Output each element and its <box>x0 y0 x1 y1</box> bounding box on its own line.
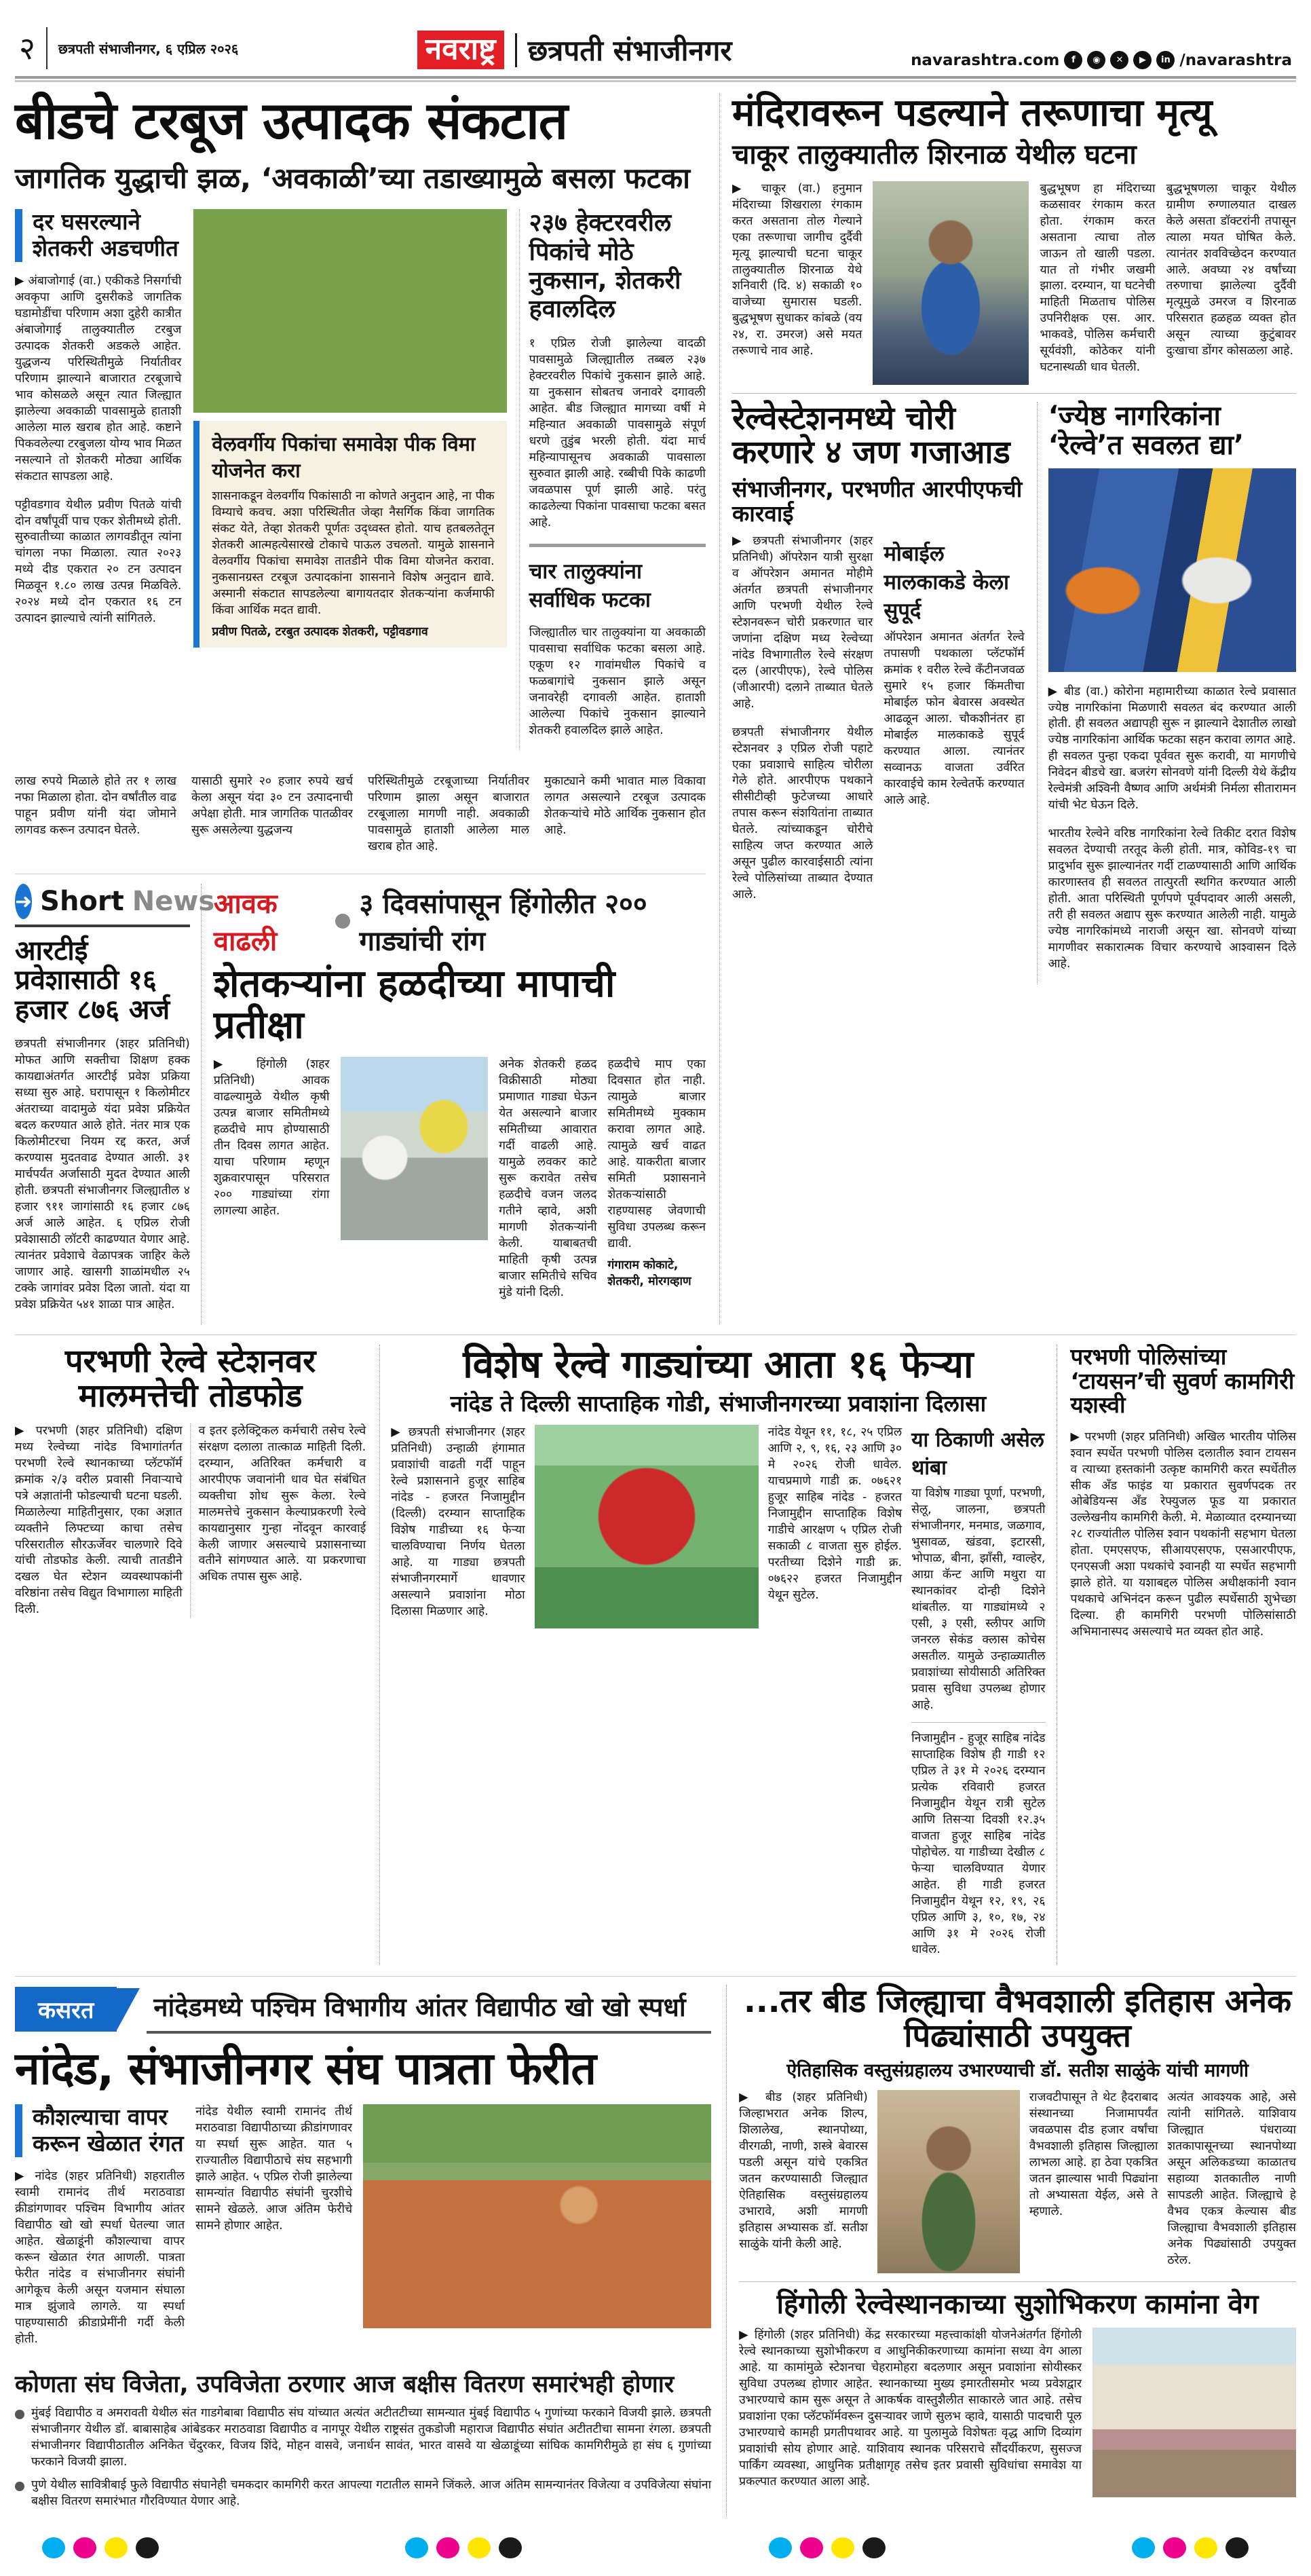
quote-byline: गंगाराम कोकाटे, शेतकरी, मोरगव्हाण <box>607 1258 691 1288</box>
article-body: पट्टीवडगाव येथील प्रवीण पितळे यांची दोन वर्षांपूर्वी पाच एकर शेतीमध्ये होती. सुरुवातीच्या काळात लागवडीतून त्यांना चांगला नफा मिळाला. त्यात २०२३ मध्ये दीड एकरात २० टन उत्पादन मिळवून १.८० लाख उत्पन्न मिळविले. २०२४ मध्ये दोन एकरात १६ टन उत्पादन झाल्याचे त्यांनी सांगितले. <box>15 498 182 626</box>
label-slash-decoration <box>117 1988 140 2030</box>
headline: हिंगोली रेल्वेस्थानकाच्या सुशोभिकरण कामांना वेग <box>776 2289 1259 2321</box>
section-label-short: Short <box>40 886 124 918</box>
magenta-dot <box>73 2537 96 2558</box>
facebook-icon[interactable]: f <box>1064 51 1082 69</box>
headline: नांदेड, संभाजीनगर संघ पात्रता फेरीत <box>15 2042 596 2095</box>
subheadline: ऐतिहासिक वस्तुसंग्रहालय उभारण्याची डॉ. सतीश साळुंके यांची मागणी <box>786 2059 1249 2081</box>
headline: परभणी पोलिसांच्या ‘टायसन’ची सुवर्ण कामगिरी यशस्वी <box>1070 1343 1295 1419</box>
article-body: बुद्धभूषणला चाकूर येथील ग्रामीण रुग्णालयात दाखल केले असता डॉक्टरांनी तपासून त्याला मयत घोषित केले. त्यानंतर शवविच्छेदन करण्यात आले. अवघ्या २४ वर्षांच्या तरुणाचा झालेल्या दुर्दैवी मृत्यूमुळे उमरज व शिरनाळ परिसरात हळहळ व्यक्त होत असून त्याच्या कुटुंबावर दुःखाचा डोंगर कोसळला आहे. <box>1166 181 1297 358</box>
article-body: बुद्धभूषण हा मंदिराच्या कळसावर रंगकाम करत होता. रंगकाम करत असताना त्याचा तोल जाऊन तो खाली पडला. यात तो गंभीर जखमी झाला. दरम्यान, या घटनेची माहिती मिळताच पोलिस उपनिरीक्षक एस. आर. भाकवडे, पोलिस कर्मचारी सूर्यवंशी, कोठेकर यांनी घटनास्थळी धाव घेतली. <box>1040 181 1156 375</box>
article-body: मुकाट्याने कमी भावात माल विकावा लागत असल्याने टरबूज उत्पादक शेतकऱ्यांचे मोठे आर्थिक नुकसान होत आहे. <box>544 774 706 837</box>
article-body: भारतीय रेल्वेने वरिष्ठ नागरिकांना रेल्वे तिकीट दरात विशेष सवलत देण्याची तरतूद केली होती. मात्र, कोविड-१९ चा प्रादुर्भाव सुरू झाल्यानंतर गर्दी टाळण्यासाठी आणि आर्थिक कारणास्तव ही सवलत तात्पुरती स्थगित करण्यात आली होती. आता परिस्थिती पूर्णपणे पूर्वपदावर आली असली, तरी ही सवलत अद्याप सुरू करण्यात आलेली नाही. यामुळे ज्येष्ठ नागरिकांमध्ये नाराजी असून खा. सोनवणे यांच्या मागणीवर सकारात्मक विचार करण्याचे आश्वासन दिले आहे. <box>1048 826 1296 971</box>
headline: रेल्वेस्टेशनमध्ये चोरी करणारे ४ जण गजाआड <box>732 399 1010 472</box>
farmer-quote: हळदीचे माप एका दिवसात होत नाही. त्यामुळे बाजार समितीमध्ये मुक्काम करावा लागत आहे. त्यामुळे खर्च वाढत आहे. याकरीता बाजार समिती प्रशासनाने शेतकऱ्यांसाठी राहण्यासह जेवणाची सुविधा उपलब्ध करून द्यावी. <box>607 1058 706 1250</box>
quote-headline: वेलवर्गीय पिकांचा समावेश पीक विमा योजनेत करा <box>212 432 476 483</box>
cmyk-dot-group <box>405 2537 522 2558</box>
turmeric-trucks-photo <box>341 1057 489 1240</box>
cmyk-dot-group <box>42 2537 159 2558</box>
article-hingoli-station-beautification <box>739 2290 1296 2497</box>
page-info <box>19 27 238 69</box>
cyan-dot <box>405 2537 428 2558</box>
article-body: ▶ परभणी (शहर प्रतिनिधी) अखिल भारतीय पोलिस श्वान स्पर्धेत परभणी पोलिस दलातील श्वान टायसन व त्याच्या हस्तकांनी उत्कृष्ट कामगिरी करत स्पर्धेतील सीक अँड फाइंड या प्रकारात सुवर्णपदक तर ओबेडियन्स अँड रेफ्युजल फूड या प्रकारात उल्लेखनीय कामगिरी केली. मे. मेळाव्यात दरम्यानच्या २८ राज्यांतील पोलिस श्वान पथकांनी सहभाग घेतला होता. एमएसएफ, सीआयएसएफ, एसआरपीएफ, एनएसजी अशा पथकांचे श्वानही या स्पर्धेत सहभागी झाले होते. या यशाबद्दल पोलिस अधीक्षकांनी श्वान पथकाचे अभिनंदन करून पुढील स्पर्धेसाठी शुभेच्छा दिल्या. ही कामगिरी परभणी पोलिसांसाठी अभिमानास्पद असल्याचे मत व्यक्त होत आहे. <box>1070 1430 1296 1639</box>
quote-byline: प्रवीण पितळे, टरबुत उत्पादक शेतकरी, पट्टीवडगाव <box>212 624 428 639</box>
article-body: ▶ नांदेड (शहर प्रतिनिधी) शहरातील स्वामी रामानंद तीर्थ मराठवाडा क्रीडांगणावर पश्चिम विभागीय आंतर विद्यापीठ खो खो स्पर्धा घेतल्या जात आहेत. खेळाडूंनी कौशल्याचा वापर करून खेळात रंगत आणली. पात्रता फेरीत नांदेड व संभाजीनगर संघांनी आगेकूच केली असून यजमान संघाला मात्र झुंजावे लागले. या स्पर्धा पाहण्यासाठी क्रीडाप्रेमींनी गर्दी केली होती. <box>15 2169 185 2346</box>
arrow-circle-icon: ➜ <box>15 884 32 919</box>
headline: परभणी रेल्वे स्टेशनवर मालमत्तेची तोडफोड <box>64 1343 316 1415</box>
newspaper-logo: नवराष्ट्र <box>417 31 504 69</box>
article-body: ▶ बीड (वा.) कोरोना महामारीच्या काळात रेल्वे प्रवासात ज्येष्ठ नागरिकांना मिळणारी सवलत बंद करण्यात आली होती. ही सवलत अद्यापही सुरू न झाल्याने देशातील लाखो ज्येष्ठ नागरिकांना आर्थिक फटका सहन करावा लागत आहे. ही सवलत पुन्हा एकदा पूर्ववत सुरू करावी, या मागणीचे निवेदन बीडचे खा. बजरंग सोनवणे यांनी दिल्ली येथे केंद्रीय रेल्वेमंत्री अश्विनी वैष्णव आणि अर्थमंत्री निर्मला सीतारामन यांची भेट घेऊन दिले. <box>1048 684 1296 813</box>
section-label-sports: कसरत <box>15 1987 117 2032</box>
article-body: व इतर इलेक्ट्रिकल कर्मचारी तसेच रेल्वे संरक्षण दलाला तात्काळ माहिती दिली. दरम्यान, अतिरिक्त कर्मचारी व आरपीएफ जवानांनी धाव घेत संबंधित व्यक्तीचा शोध सुरू केला. रेल्वे मालमत्तेचे नुकसान केल्याप्रकरणी रेल्वे कायद्यानुसार गुन्हा नोंदवून कारवाई केली जाणार असल्याचे प्रशासनाच्या वतीने सांगण्यात आले. या प्रकरणाचा अधिक तपास सुरू आहे. <box>198 1423 366 1584</box>
yellow-dot <box>831 2537 854 2558</box>
article-body: लाख रुपये मिळाले होते तर १ लाख नफा मिळाला होता. दोन वर्षांतील वाढ पाहून प्रवीण यांनी यंदा जोमाने लागवड करून उत्पादन घेतले. <box>15 774 176 837</box>
cyan-dot <box>1132 2537 1155 2558</box>
headline: विशेष रेल्वे गाड्यांच्या आता १६ फेऱ्या <box>463 1343 974 1387</box>
article-body: अत्यंत आवश्यक आहे, असे त्यांनी सांगितले. याशिवाय जिल्ह्यात पंधराव्या शतकापासूनच्या स्थानपोथ्या असून अलिकडच्या काळातच सहाव्या शतकातील नाणी सापडली आहेत. जिल्ह्याचे हे वैभव एकत्र केल्यास बीड जिल्ह्याचा वैभवशाली इतिहास अनेक पिढ्यांसाठी उपयुक्त ठरेल. <box>1167 2091 1296 2267</box>
red-locomotive-photo <box>535 1425 759 1628</box>
divider <box>515 33 517 67</box>
cyan-dot <box>42 2537 65 2558</box>
edition-city: छत्रपती संभाजीनगर <box>527 34 732 67</box>
bullet-icon <box>335 914 350 929</box>
article-body: अनेक शेतकरी हळद विक्रीसाठी मोठ्या प्रमाणात गाड्या घेऊन येत असल्याने बाजार समितीच्या आवारात गर्दी वाढली आहे. यामुळे लवकर काटे सुरू करावेत तसेच हळदीचे वजन जलद गतीने व्हावे, अशी मागणी शेतकऱ्यांनी केली. याबाबतची माहिती कृषी उत्पन्न बाजार समितीचे सचिव मुंडे यांनी दिली. <box>499 1058 597 1299</box>
social-handle[interactable]: /navarashtra <box>1179 51 1292 69</box>
inset-body: जिल्ह्यातील चार तालुक्यांना या अवकाळी पावसाचा सर्वाधिक फटका बसला आहे. एकूण १२ गावांमधील पिकांचे व फळबागांचे नुकसान झाले असून जनावरेही दगावली आहेत. हाताशी आलेल्या पिकांचे नुकसान झाल्याने शेतकरी हवालदिल झाले आहेत. <box>529 626 706 737</box>
article-body: यासाठी सुमारे २० हजार रुपये खर्च केला असून यंदा ३० टन उत्पादनाची अपेक्षा होती. मात्र जागतिक पातळीवर सुरू असलेल्या युद्धजन्य <box>191 774 353 837</box>
quote-body: शासनाकडून वेलवर्गीय पिकांसाठी ना कोणते अनुदान आहे, ना पीक विम्याचे कवच. अशा परिस्थितीत जेव्हा नैसर्गिक किंवा जागतिक संकट येते, तेव्हा शेतकरी पूर्णतः उद्ध्वस्त होतो. याच हतबलतेतून शेतकरी आत्महत्येसारखे टोकाचे पाऊल उचलतो. यामुळे शासनाने वेलवर्गीय पिकांचा समावेश तातडीने पीक विमा योजनेत करावा. नुकसानग्रस्त टरबूज उत्पादकांना शासनाने विशेष अनुदान द्यावे. अस्मानी संकटात सापडलेल्या बागायतदार शेतकऱ्यांना कर्जमाफी किंवा आर्थिक मदत द्यावी. <box>212 489 495 617</box>
cmyk-dot-group <box>769 2537 886 2558</box>
train-boarding-photo <box>1048 468 1296 672</box>
salunke-portrait-photo <box>877 2090 1020 2273</box>
black-dot <box>1226 2537 1249 2558</box>
kho-kho-match-photo <box>363 2104 711 2328</box>
cmyk-dot-group <box>1132 2537 1249 2558</box>
side-kicker: दर घसरल्याने शेतकरी अडचणीत <box>15 209 181 262</box>
side-kicker: कौशल्याचा वापर करून खेळात रंगत <box>15 2104 185 2157</box>
headline: ...तर बीड जिल्ह्याचा वैभवशाली इतिहास अनेक पिढ्यांसाठी उपयुक्त <box>744 1983 1292 2055</box>
headline: ‘ज्येष्ठ नागरिकांना ‘रेल्वे’त सवलत द्या’ <box>1048 400 1244 461</box>
magenta-dot <box>436 2537 459 2558</box>
strip-headline: नांदेडमध्ये पश्चिम विभागीय आंतर विद्यापीठ खो खो स्पर्धा <box>147 1985 711 2034</box>
subheadline: नांदेड ते दिल्ली साप्ताहिक गोडी, संभाजीनगरच्या प्रवाशांना दिलासा <box>450 1389 987 1417</box>
article-body: १ एप्रिल रोजी झालेल्या वादळी पावसामुळे जिल्ह्यातील तब्बल २३७ हेक्टरवरील पिकांचे नुकसान झाले आहे. या नुकसान सोबतच जनावरे दगावली आहेत. बीड जिल्ह्यात मागच्या वर्षी मे महिन्यात अवकाळी पावसामुळे संपूर्ण धरणे तुडुंब भरली होती. यंदा मार्च महिन्यापासूनच अवकाळी पावसाला सुरुवात झाली आहे. रब्बीची पिके काढणी जवळपास पूर्ण झाली आहे. परंतु काढलेल्या पिकांना पावसाचा फटका बसत आहे. <box>529 337 706 530</box>
divider <box>46 27 48 69</box>
black-dot <box>499 2537 522 2558</box>
magenta-dot <box>800 2537 823 2558</box>
yellow-dot <box>104 2537 128 2558</box>
masthead-rule <box>15 76 1296 82</box>
headline: बीडचे टरबूज उत्पादक संकटात <box>15 90 568 151</box>
section-label-news: News <box>132 886 215 918</box>
article-body: छत्रपती संभाजीनगर येथील स्टेशनवर ३ एप्रिल रोजी पहाटे एका प्रवाशाचे साहित्य चोरीला गेले होते. आरपीएफ पथकाने सीसीटीव्ही फुटेजच्या आधारे तपास करून संशयितांना ताब्यात घेतले. त्यांच्याकडून चोरीचे साहित्य जप्त करण्यात आले असून पुढील कारवाईसाठी त्यांना रेल्वे पोलिसांच्या ताब्यात देण्यात आले. <box>732 725 873 902</box>
article-senior-rail-concession <box>1048 402 1296 973</box>
article-special-trains <box>391 1345 1045 1958</box>
short-news-section <box>15 884 215 1313</box>
web-social <box>911 51 1292 69</box>
headline: शेतकऱ्यांना हळदीच्या मापाची प्रतीक्षा <box>213 962 615 1047</box>
article-body: ▶ छत्रपती संभाजीनगर (शहर प्रतिनिधी) उन्हाळी हंगामात प्रवाशांची वाढती गर्दी पाहून रेल्वे प्रशासनाने हुजूर साहिब नांदेड - हजरत निजामुद्दीन (दिल्ली) दरम्यान साप्ताहिक विशेष गाडीच्या १६ फेऱ्या चालविण्याचा निर्णय घेतला आहे. या गाड्या छत्रपती संभाजीनगरमार्गे धावणार असल्याने प्रवाशांना मोठा दिलासा मिळणार आहे. <box>391 1425 525 1618</box>
divider <box>529 544 706 547</box>
edition-dateline: छत्रपती संभाजीनगर, ६ एप्रिल २०२६ <box>58 40 239 57</box>
article-body: ▶ हिंगोली (शहर प्रतिनिधी) आवक वाढल्यामुळे येथील कृषी उत्पन्न बाजार समितीमध्ये हळदीचे माप होण्यासाठी तीन दिवस लागत आहेत. याचा परिणाम म्हणून शुक्रवारपासून परिसरात २०० गाड्यांच्या रांगा लागल्या आहेत. <box>213 1058 330 1218</box>
linkedin-icon[interactable]: in <box>1156 51 1175 69</box>
x-icon[interactable]: ✕ <box>1110 51 1128 69</box>
subheadline: जागतिक युद्धाची झळ, ‘अवकाळी’च्या तडाख्यामुळे बसला फटका <box>15 162 691 195</box>
bullet-icon <box>15 2482 24 2491</box>
masthead <box>15 5 1296 76</box>
instagram-icon[interactable]: ◉ <box>1087 51 1105 69</box>
inset-headline: चार तालुक्यांना सर्वाधिक फटका <box>529 559 651 612</box>
cyan-dot <box>769 2537 792 2558</box>
headline: आरटीई प्रवेशासाठी १६ हजार ८७६ अर्ज <box>15 935 170 1026</box>
article-turmeric-wait <box>214 884 706 1301</box>
kicker-text: ३ दिवसांपासून हिंगोलीत २०० गाड्यांची रांग <box>359 889 647 958</box>
article-parbhani-vandalism <box>15 1345 366 1618</box>
article-body: छत्रपती संभाजीनगर (शहर प्रतिनिधी) मोफत आणि सक्तीचा शिक्षण हक्क कायद्याअंतर्गत आरटीई प्रवेश प्रक्रिया सध्या सुरु आहे. घरापासून १ किलोमीटर अंतराच्या वादामुळे यंदा प्रवेश प्रक्रियेत बदल करण्यात आले होते. नंतर मात्र एक किलोमीटरचा नियम रद्द करत, अर्ज करण्यास मुदतवाढ देण्यात आली. ३१ मार्चपर्यंत अर्जासाठी मुदत देण्यात आली होती. छत्रपती संभाजीनगर जिल्ह्यातील ४ हजार ९११ जागांसाठी १६ हजार ८७६ अर्ज आले आहेत. ६ एप्रिल रोजी प्रवेशासाठी लॉटरी काढण्यात येणार आहे. त्यानंतर प्रवेशाचे वेळापत्रक जाहिर केले जाणार आहे. खासगी शाळांमधील २५ टक्के जागांवर प्रवेश दिला जातो. यंदा या प्रवेश प्रक्रियेत ५४१ शाळा पात्र आहेत. <box>15 1037 190 1311</box>
divider <box>732 393 1296 394</box>
divider <box>911 1722 1045 1723</box>
inset-headline: या ठिकाणी असेल थांबा <box>911 1428 1044 1480</box>
article-police-dog-tyson <box>1071 1345 1297 1641</box>
bullet-item: पुणे येथील सावित्रीबाई फुले विद्यापीठ संघानेही चमकदार कामगिरी करत आपल्या गटातील सामने जिंकले. आज अंतिम सामन्यानंतर विजेत्या व उपविजेत्या संघांना बक्षीस वितरण समारंभात गौरविण्यात येणार आहे. <box>31 2478 712 2509</box>
article-temple-fall-death <box>732 93 1296 385</box>
watermelon-field-photo <box>193 209 506 413</box>
inset-body: ऑपरेशन अमानत अंतर्गत रेल्वे तपासणी पथकाला प्लॅटफॉर्म क्रमांक १ वरील रेल्वे कँटीनजवळ सुमारे १५ हजार किंमतीचा मोबाईल फोन बेवारस अवस्थेत आढळून आला. चौकशीनंतर हा मोबाईल मालकाकडे सुपूर्द करण्यात आला. त्यानंतर सव्वानऊ वाजता उर्वरित कारवाईचे काम रेल्वेतर्फे करण्यात आले आहे. <box>884 631 1025 808</box>
side-kicker: २३७ हेक्टरवरील पिकांचे मोठे नुकसान, शेतकरी हवालदिल <box>529 209 681 324</box>
article-body: परिस्थितीमुळे टरबूजाच्या निर्यातीवर परिणाम झाला असून बाजारात टरबूजाला मागणी नाही. अवकाळी पावसामुळे हाताशी आलेला माल खराब होत आहे. <box>367 774 529 853</box>
youtube-icon[interactable]: ▶ <box>1133 51 1152 69</box>
bullet-icon <box>15 2410 24 2419</box>
station-building-photo <box>1092 2328 1296 2497</box>
masthead-center <box>417 31 732 69</box>
article-body: ▶ चाकूर (वा.) हनुमान मंदिराच्या शिखराला रंगकाम करत असताना तोल गेल्याने एका तरूणाचा जागीच दुर्दैवी मृत्यू झाल्याची घटना चाकूर तालुक्यातील शिरनाळ येथे शनिवारी (दि. ४) सकाळी १० वाजेच्या सुमारास घडली. बुद्धभूषण सुधाकर कांबळे (वय २४, रा. उमरज) असे मयत तरूणाचे नाव आहे. <box>732 181 862 358</box>
article-body: ▶ छत्रपती संभाजीनगर (शहर प्रतिनिधी) ऑपरेशन यात्री सुरक्षा व ऑपरेशन अमानत मोहीमे अंतर्गत छत्रपती संभाजीनगर आणि परभणी येथील रेल्वे स्टेशनवरून चोरी प्रकरणात चार जणांना दक्षिण मध्य रेल्वेच्या नांदेड विभागातील रेल्वे संरक्षण दल (आरपीएफ), रेल्वे पोलिस (जीआरपी) दलाने ताब्यात घेतले आहे. <box>732 534 873 711</box>
article-body: ▶ हिंगोली (शहर प्रतिनिधी) केंद्र सरकारच्या महत्त्वाकांक्षी योजनेअंतर्गत हिंगोली रेल्वे स्थानकाच्या सुशोभीकरण व आधुनिकीकरणाच्या कामांना सध्या वेग आला आहे. या कामांमुळे स्टेशनचा चेहरामोहरा बदलणार असून प्रवाशांना सोयीस्कर सुविधा उपलब्ध होणार आहेत. स्थानकाच्या मुख्य इमारतीसमोर भव्य प्रवेशद्वार उभारण्याचे काम सुरू असून ते आकर्षक वास्तुशैलीत साकारले जात आहे. तसेच प्रवाशांना एका प्लॅटफॉर्मवरून दुसऱ्यावर जाणे सुलभ व्हावे, यासाठी पादचारी पूल उभारण्याचे कामही प्रगतीपथावर आहे. या पुलामुळे विशेषतः वृद्ध आणि दिव्यांग प्रवाशांची सोय होणार आहे. याशिवाय स्थानक परिसराचे सौंदर्यीकरण, सुसज्ज पार्किंग व्यवस्था, आधुनिक प्रतीक्षागृह तसेच इतर प्रवासी सुविधांचा समावेश या प्रकल्पात करण्यात आला आहे. <box>739 2328 1082 2489</box>
article-body: नांदेड येथील स्वामी रामानंद तीर्थ मराठवाडा विद्यापीठाच्या क्रीडांगणावर या स्पर्धा सुरू आहेत. यात ५ राज्यातील विद्यापीठाचे संघ सहभागी झाले आहेत. ५ एप्रिल रोजी झालेल्या सामन्यांत विद्यापीठ संघांनी चुरशीचे सामने खेळले. आज अंतिम फेरीचे सामने होणार आहेत. <box>195 2104 353 2233</box>
subheadline: संभाजीनगर, परभणीत आरपीएफची कारवाई <box>732 476 1023 527</box>
deceased-portrait-photo <box>873 181 1029 385</box>
inset-headline: कोणता संघ विजेता, उपविजेता ठरणार आज बक्षीस वितरण समारंभही होणार <box>15 2371 674 2399</box>
magenta-dot <box>1163 2537 1186 2558</box>
black-dot <box>136 2537 159 2558</box>
subheadline: चाकूर तालुक्यातील शिरनाळ येथील घटना <box>732 139 1137 171</box>
article-kho-kho-tournament <box>15 1985 711 2510</box>
article-body: निजामुद्दीन - हुजूर साहिब नांदेड साप्ताहिक विशेष ही गाडी १२ एप्रिल ते ३१ मे २०२६ दरम्यान प्रत्येक रविवारी हजरत निजामुद्दीन येथून रात्री सुटेल आणि तिसऱ्या दिवशी १२.३५ वाजता हुजूर साहिब नांदेड पोहोचेल. या गाडीच्या देखील ८ फेऱ्या चालविण्यात येणार आहेत. ही गाडी हजरत निजामुद्दीन येथून १२, १९, २६ एप्रिल आणि ३, १०, १७, २४ आणि ३१ मे २०२६ रोजी धावेल. <box>911 1731 1046 1957</box>
yellow-dot <box>468 2537 491 2558</box>
website-url[interactable]: navarashtra.com <box>911 51 1060 69</box>
farmer-quote-box <box>193 421 506 648</box>
article-watermelon-crisis <box>15 90 706 867</box>
divider <box>739 2281 1296 2282</box>
kicker-label: आवक वाढली <box>213 889 278 958</box>
black-dot <box>862 2537 886 2558</box>
article-body: ▶ परभणी (शहर प्रतिनिधी) दक्षिण मध्य रेल्वेच्या नांदेड विभागांतर्गत परभणी रेल्वे स्थानकाच्या प्लॅटफॉर्म क्रमांक २/३ वरील प्रवासी निवाऱ्याचे पत्रे अज्ञातांनी फोडल्याची घटना घडली. मिळालेल्या माहितीनुसार, एका अज्ञात व्यक्तीने लिफ्टच्या काचा तसेच परिसरातील सौरऊर्जेवर चालणारे दिवे यांची तोडफोड केली. त्याची तातडीने दखल घेत स्टेशन व्यवस्थापकांनी वरिष्ठांना तसेच विद्युत विभागाला माहिती दिली. <box>15 1423 183 1617</box>
bullet-item: मुंबई विद्यापीठ व अमरावती येथील संत गाडगेबाबा विद्यापीठ संघ यांच्यात अत्यंत अटीतटीच्या सामन्यात मुंबई विद्यापीठ ५ गुणांच्या फरकाने विजयी झाले. छत्रपती संभाजीनगर येथील डॉ. बाबासाहेब आंबेडकर मराठवाडा विद्यापीठ व नागपूर येथील राष्ट्रसंत तुकडोजी महाराज विद्यापीठ संघांत अटीतटीचा सामना रंगला. छत्रपती संभाजीनगर विद्यापीठातील अनिकेत चेंदुरकर, विजय शिंदे, मोहन वासवे, जनार्धन सावंत, भारत वासवे या खेळाडूंच्या सांघिक कामगिरीमुळे हा संघ ६ गुणांच्या फरकाने विजयी झाला. <box>31 2406 712 2469</box>
inset-body: या विशेष गाड्या पूर्णा, परभणी, सेलू, जालना, छत्रपती संभाजीनगर, मनमाड, जळगाव, भुसावळ, खंडवा, इटारसी, भोपाळ, बीना, झाँसी, ग्वाल्हेर, आग्रा कॅन्ट आणि मथुरा या स्थानकांवर दोन्ही दिशेने थांबतील. या गाड्यांमध्ये २ एसी, ३ एसी, स्लीपर आणि जनरल सेकंड क्लास कोचेस असतील. यामुळे उन्हाळ्यातील प्रवाशांच्या सोयीसाठी अतिरिक्त प्रवास सुविधा उपलब्ध होणार आहे. <box>911 1487 1046 1712</box>
article-body: ▶ बीड (शहर प्रतिनिधी) जिल्हाभरात अनेक शिल्प, शिलालेख, स्थानपोथ्या, वीरगळी, नाणी, शस्त्रे बेवारस पडली असून यांचे एकत्रित जतन करण्यासाठी जिल्ह्यात ऐतिहासिक वस्तुसंग्रहालय उभारावे, अशी मागणी इतिहास अभ्यासक डॉ. सतीश साळुंके यांनी केली आहे. <box>739 2091 868 2251</box>
yellow-dot <box>1194 2537 1217 2558</box>
article-body: राजवटीपासून ते थेट हैदराबाद संस्थानच्या निजामापर्यंत जवळपास दीड हजार वर्षांचा वैभवशाली इतिहास जिल्ह्याला लाभला आहे. हा ठेवा एकत्रित जतन झाल्यास भावी पिढ्यांना तो अभ्यासता येईल, असे ते म्हणाले. <box>1029 2091 1158 2218</box>
article-station-theft <box>732 399 1025 916</box>
page-number: २ <box>19 30 35 67</box>
article-body: ▶ अंबाजोगाई (वा.) एकीकडे निसर्गाची अवकृपा आणि दुसरीकडे जागतिक घडामोडींचा परिणाम अशा दुहेरी कात्रीत अंबाजोगाई तालुक्यातील टरबुज उत्पादक शेतकरी अडकले आहेत. युद्धजन्य परिस्थितीमुळे निर्यातीवर परिणाम झाल्याने बाजारात टरबूजाचे भाव कोसळले असून त्यात जिल्ह्यात झालेल्या अवकाळी पावसामुळे हाताशी आलेला माल खराब होत आहे. कष्टाने पिकवलेल्या टरबुजला योग्य भाव मिळत नसल्याने तो शेतकरी मोठ्या आर्थिक संकटात सापडला आहे. <box>15 274 182 484</box>
headline: मंदिरावरून पडल्याने तरूणाचा मृत्यू <box>732 91 1213 135</box>
article-beed-museum-demand <box>739 1985 1296 2273</box>
print-registration-marks <box>15 2517 1296 2558</box>
inset-headline: मोबाईल मालकाकडे केला सुपूर्द <box>884 542 1010 624</box>
article-body: नांदेड येथून ११, १८, २५ एप्रिल आणि २, ९, १६, २३ आणि ३० मे २०२६ रोजी धावेल. याचप्रमाणे गाडी क्र. ०७६२१ हुजूर साहिब नांदेड - हजरत निजामुद्दीन साप्ताहिक विशेष गाडीचे आरक्षण ५ एप्रिल रोजी सकाळी ८ वाजता सुरु होईल. परतीच्या दिशेने गाडी क्र. ०७६२२ हजरत निजामुद्दीन येथून सुटेल. <box>767 1425 902 1603</box>
